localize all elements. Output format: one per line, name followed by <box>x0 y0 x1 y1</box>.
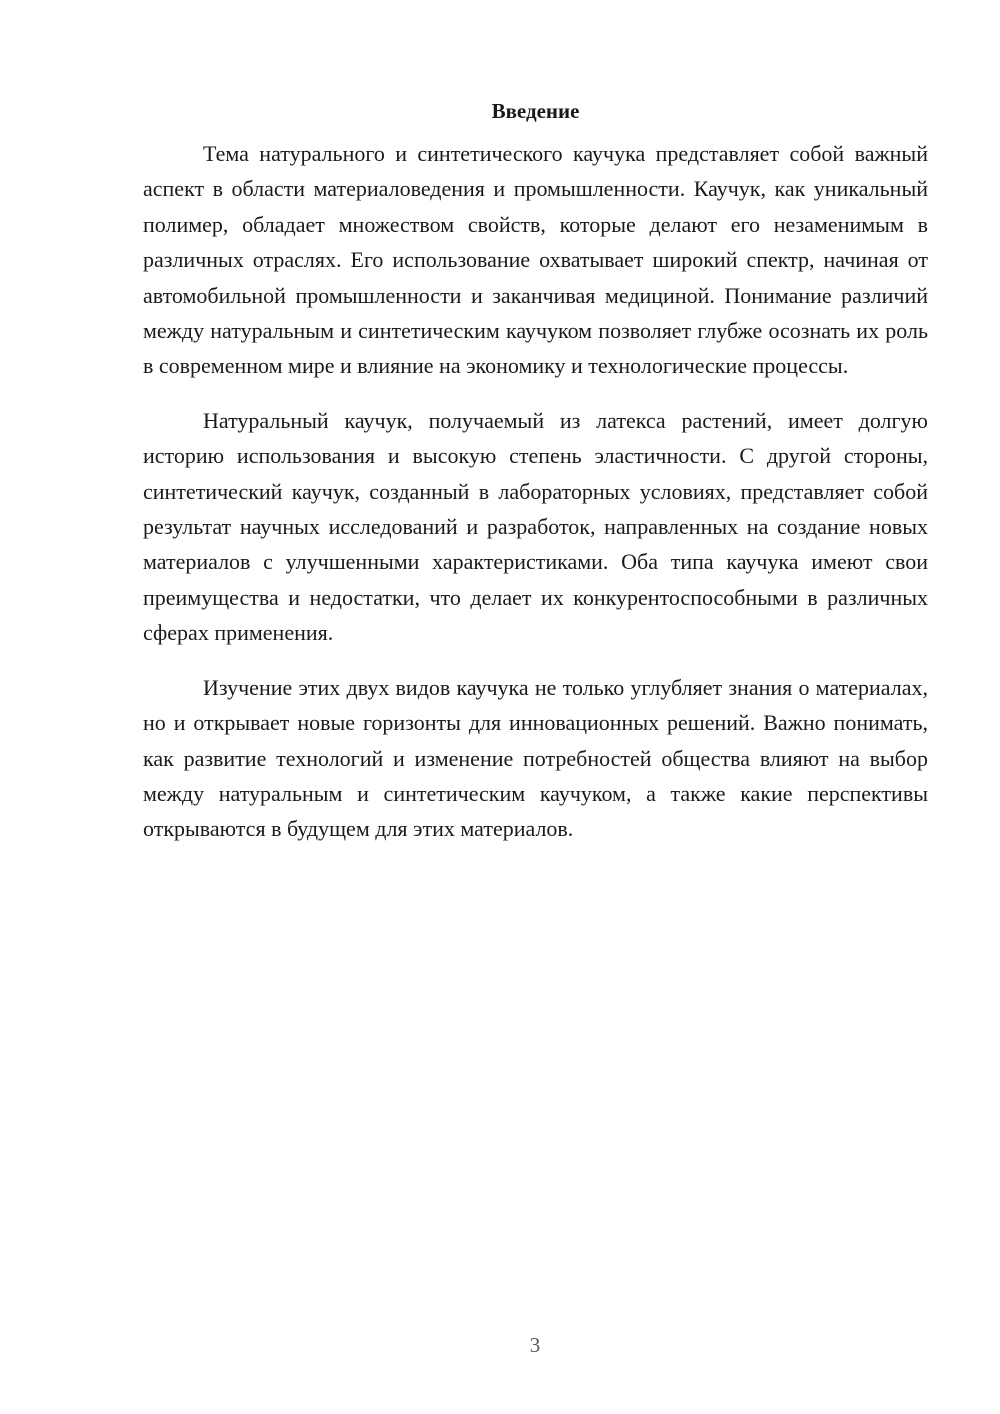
paragraph-3: Изучение этих двух видов каучука не только углубляет знания о материалах, но и открывает новые горизонты для инновационных решений. Важно понимать, как развитие технологий и изменение потребностей общества влияют на выбор между натуральным и синтетическим каучуком, а также какие перспективы открываются в будущем для этих материалов. <box>143 674 928 842</box>
page-number: 3 <box>529 1333 541 1357</box>
page-title: Введение <box>491 99 580 123</box>
paragraph-2: Натуральный каучук, получаемый из латекса растений, имеет долгую историю использования и высокую степень эластичности. С другой стороны, синтетический каучук, созданный в лабораторных условиях, представляет собой результат научных исследований и разработок, направленных на создание новых материалов с улучшенными характеристиками. Оба типа каучука имеют свои преимущества и недостатки, что делает их конкурентоспособными в различных сферах применения. <box>143 407 928 646</box>
paragraph-1: Тема натурального и синтетического каучука представляет собой важный аспект в области материаловедения и промышленности. Каучук, как уникальный полимер, обладает множеством свойств, которые делают его незаменимым в различных отраслях. Его использование охватывает широкий спектр, начиная от автомобильной промышленности и заканчивая медициной. Понимание различий между натуральным и синтетическим каучуком позволяет глубже осознать их роль в современном мире и влияние на экономику и технологические процессы. <box>143 141 928 379</box>
page-content <box>143 96 928 866</box>
